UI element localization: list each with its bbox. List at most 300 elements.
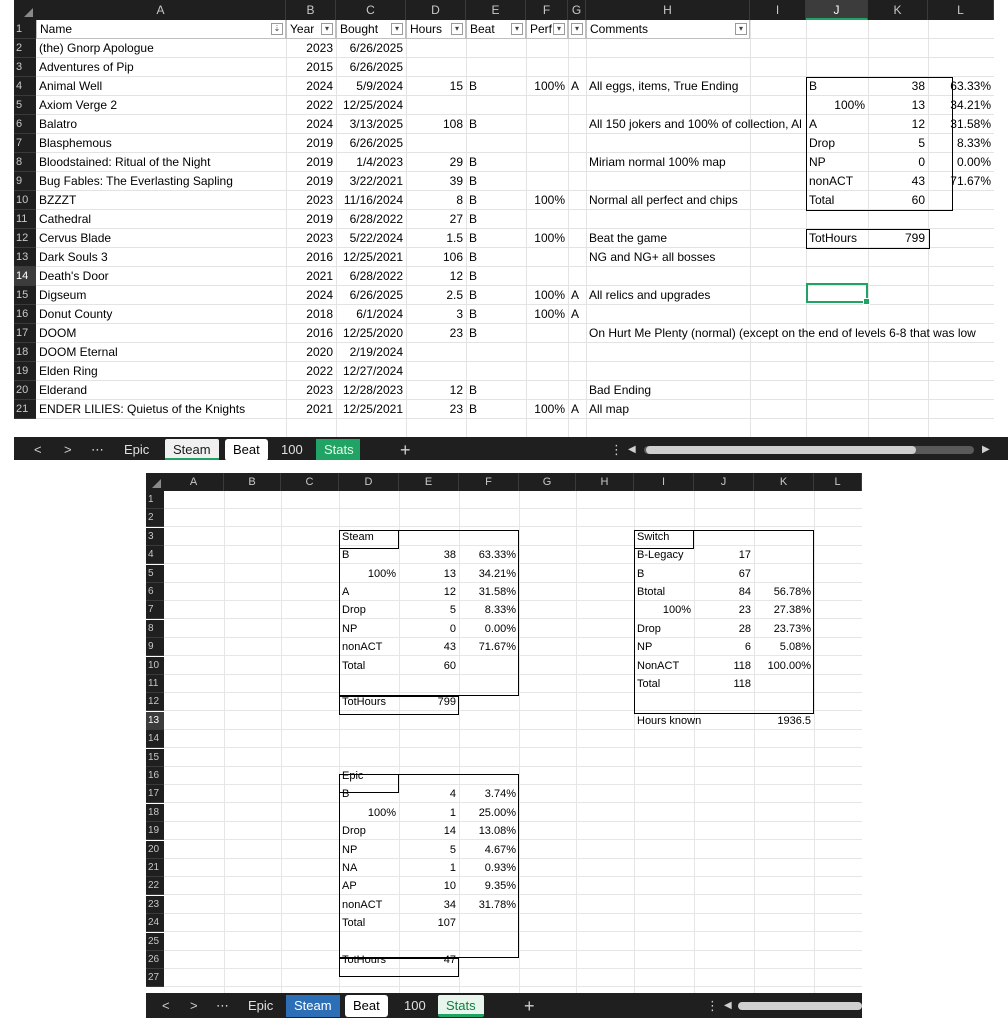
steam-percent-cell[interactable]: 31.58% bbox=[478, 586, 516, 598]
scroll-tabs-right-icon[interactable]: > bbox=[64, 442, 72, 457]
epic-label-cell[interactable]: nonACT bbox=[342, 898, 383, 911]
perf-cell[interactable] bbox=[526, 96, 568, 115]
row-header[interactable]: 1 bbox=[14, 20, 36, 39]
column-header-k[interactable]: K bbox=[754, 473, 814, 491]
hours-cell[interactable]: 23 bbox=[449, 326, 463, 340]
row-header[interactable]: 14 bbox=[146, 730, 164, 748]
steam-value-cell[interactable]: 43 bbox=[443, 641, 456, 654]
game-name-cell[interactable]: Dark Souls 3 bbox=[39, 250, 108, 264]
filter-dropdown-icon[interactable]: ▾ bbox=[735, 23, 747, 35]
comments-cell[interactable]: Beat the game bbox=[589, 231, 668, 245]
row-header[interactable]: 3 bbox=[14, 58, 36, 77]
perf-cell[interactable] bbox=[526, 134, 568, 153]
switch-label-cell[interactable]: NP bbox=[637, 641, 653, 654]
steam-percent-cell[interactable]: 8.33% bbox=[484, 604, 516, 617]
comments-cell[interactable] bbox=[586, 134, 750, 153]
switch-percent-cell[interactable]: 27.38% bbox=[773, 604, 811, 617]
beat-cell[interactable]: B bbox=[469, 326, 478, 340]
column-header-d[interactable]: D bbox=[339, 473, 399, 491]
year-cell[interactable]: 2024 bbox=[306, 79, 333, 93]
beat-cell[interactable] bbox=[466, 362, 526, 381]
tab-beat[interactable]: Beat bbox=[345, 995, 388, 1017]
steam-label-cell[interactable]: A bbox=[342, 586, 350, 598]
switch-label-cell[interactable]: B-Legacy bbox=[637, 549, 684, 562]
row-header[interactable]: 21 bbox=[146, 859, 164, 877]
bought-date-cell[interactable]: 11/16/2024 bbox=[343, 193, 403, 207]
year-cell[interactable]: 2021 bbox=[306, 402, 333, 416]
scroll-tabs-left-icon[interactable]: < bbox=[162, 998, 170, 1013]
game-name-cell[interactable]: Blasphemous bbox=[39, 136, 112, 150]
bought-date-cell[interactable]: 6/26/2025 bbox=[349, 41, 403, 55]
steam-percent-cell[interactable]: 71.67% bbox=[478, 641, 516, 654]
bought-date-cell[interactable]: 3/22/2021 bbox=[349, 174, 403, 188]
bought-date-cell[interactable]: 6/26/2025 bbox=[349, 60, 403, 74]
steam-tothours-label[interactable]: TotHours bbox=[342, 696, 387, 709]
switch-percent-cell[interactable] bbox=[754, 675, 814, 693]
filter-dropdown-icon[interactable]: ▾ bbox=[391, 23, 403, 35]
epic-value-cell[interactable]: 107 bbox=[437, 917, 456, 930]
beat-cell[interactable]: B bbox=[469, 269, 478, 283]
perf-cell[interactable] bbox=[526, 324, 568, 343]
stat-label-cell[interactable]: B bbox=[809, 79, 818, 93]
switch-percent-cell[interactable] bbox=[754, 565, 814, 583]
stat-percent-cell[interactable]: 63.33% bbox=[950, 79, 991, 93]
hours-cell[interactable]: 2.5 bbox=[446, 288, 463, 302]
tab-steam[interactable]: Steam bbox=[286, 995, 340, 1017]
steam-percent-cell[interactable] bbox=[459, 657, 519, 675]
steam-value-cell[interactable]: 13 bbox=[443, 567, 456, 580]
row-header[interactable]: 25 bbox=[146, 933, 164, 951]
grade-cell[interactable] bbox=[568, 96, 586, 115]
switch-label-cell[interactable]: 100% bbox=[662, 604, 691, 617]
hours-cell[interactable]: 8 bbox=[456, 193, 463, 207]
row-header[interactable]: 16 bbox=[146, 767, 164, 785]
year-cell[interactable]: 2023 bbox=[306, 383, 333, 397]
tab-epic[interactable]: Epic bbox=[248, 998, 274, 1013]
switch-title-cell[interactable]: Switch bbox=[637, 530, 670, 543]
grade-cell[interactable] bbox=[568, 229, 586, 248]
bought-date-cell[interactable]: 12/25/2021 bbox=[342, 250, 403, 264]
game-name-cell[interactable]: Balatro bbox=[39, 117, 78, 131]
bought-date-cell[interactable]: 5/22/2024 bbox=[349, 231, 403, 245]
bought-date-cell[interactable]: 6/28/2022 bbox=[349, 212, 403, 226]
stat-label-cell[interactable]: nonACT bbox=[809, 174, 854, 188]
beat-cell[interactable]: B bbox=[469, 383, 478, 397]
game-name-cell[interactable]: Elden Ring bbox=[39, 364, 98, 378]
tab-steam[interactable]: Steam bbox=[165, 439, 219, 460]
epic-value-cell[interactable]: 14 bbox=[443, 825, 456, 838]
beat-cell[interactable]: B bbox=[469, 212, 478, 226]
steam-percent-cell[interactable]: 34.21% bbox=[478, 567, 516, 580]
year-cell[interactable]: 2023 bbox=[306, 41, 333, 55]
column-header-c[interactable]: C bbox=[281, 473, 339, 491]
row-header[interactable]: 3 bbox=[146, 528, 164, 546]
grade-cell[interactable] bbox=[568, 191, 586, 210]
comments-cell[interactable] bbox=[586, 210, 750, 229]
row-header[interactable]: 5 bbox=[146, 565, 164, 583]
row-header[interactable]: 9 bbox=[14, 172, 36, 191]
year-cell[interactable]: 2024 bbox=[306, 117, 333, 131]
stat-value-cell[interactable]: 0 bbox=[918, 155, 925, 169]
perf-cell[interactable]: 100% bbox=[534, 79, 565, 93]
comments-cell[interactable]: All 150 jokers and 100% of collection, Al bbox=[589, 117, 802, 131]
switch-value-cell[interactable]: 17 bbox=[738, 549, 751, 562]
add-sheet-icon[interactable]: + bbox=[524, 996, 535, 1016]
grade-cell[interactable]: A bbox=[571, 79, 580, 93]
row-header[interactable]: 8 bbox=[14, 153, 36, 172]
switch-percent-cell[interactable]: 5.08% bbox=[779, 641, 811, 654]
steam-value-cell[interactable]: 0 bbox=[449, 622, 456, 635]
perf-cell[interactable] bbox=[526, 115, 568, 134]
game-name-cell[interactable]: Cervus Blade bbox=[39, 231, 112, 245]
switch-label-cell[interactable]: B bbox=[637, 567, 645, 580]
beat-cell[interactable] bbox=[466, 96, 526, 115]
row-header[interactable]: 12 bbox=[146, 693, 164, 711]
grade-cell[interactable]: A bbox=[571, 402, 580, 416]
game-name-cell[interactable]: DOOM bbox=[39, 326, 77, 340]
beat-cell[interactable]: B bbox=[469, 174, 478, 188]
stat-label-cell[interactable]: NP bbox=[809, 155, 826, 169]
row-header[interactable]: 8 bbox=[146, 620, 164, 638]
row-header[interactable]: 7 bbox=[14, 134, 36, 153]
row-header[interactable]: 13 bbox=[14, 248, 36, 267]
switch-value-cell[interactable]: 118 bbox=[733, 678, 751, 690]
column-header-h[interactable]: H bbox=[576, 473, 634, 491]
switch-value-cell[interactable]: 67 bbox=[738, 567, 751, 580]
bought-date-cell[interactable]: 6/28/2022 bbox=[349, 269, 403, 283]
hours-cell[interactable] bbox=[406, 343, 466, 362]
year-cell[interactable]: 2019 bbox=[306, 212, 333, 226]
tab-beat[interactable]: Beat bbox=[225, 439, 268, 460]
epic-percent-cell[interactable] bbox=[459, 914, 519, 932]
row-header[interactable]: 11 bbox=[146, 675, 164, 693]
row-header[interactable]: 2 bbox=[14, 39, 36, 58]
row-header[interactable]: 19 bbox=[146, 822, 164, 840]
hours-cell[interactable]: 29 bbox=[449, 155, 463, 169]
beat-cell[interactable]: B bbox=[469, 79, 478, 93]
game-name-cell[interactable]: Elderand bbox=[39, 383, 88, 397]
row-header[interactable]: 12 bbox=[14, 229, 36, 248]
select-all-corner[interactable] bbox=[146, 473, 164, 491]
row-header[interactable]: 23 bbox=[146, 896, 164, 914]
column-header-c[interactable]: C bbox=[336, 0, 406, 20]
perf-cell[interactable] bbox=[526, 39, 568, 58]
perf-cell[interactable] bbox=[526, 172, 568, 191]
beat-cell[interactable]: B bbox=[469, 250, 478, 264]
column-header-b[interactable]: B bbox=[286, 0, 336, 20]
perf-cell[interactable]: 100% bbox=[534, 307, 565, 321]
beat-cell[interactable]: B bbox=[469, 307, 478, 321]
stat-label-cell[interactable]: Total bbox=[809, 193, 835, 207]
perf-cell[interactable] bbox=[526, 362, 568, 381]
bought-date-cell[interactable]: 6/1/2024 bbox=[356, 307, 403, 321]
row-header[interactable]: 24 bbox=[146, 914, 164, 932]
game-name-cell[interactable]: Death's Door bbox=[39, 269, 109, 283]
year-cell[interactable]: 2019 bbox=[306, 136, 333, 150]
switch-label-cell[interactable]: Total bbox=[637, 678, 661, 690]
switch-value-cell[interactable]: 28 bbox=[738, 622, 751, 635]
stat-label-cell[interactable]: Drop bbox=[809, 136, 836, 150]
steam-label-cell[interactable]: Drop bbox=[342, 604, 366, 617]
grade-cell[interactable] bbox=[568, 172, 586, 191]
bought-date-cell[interactable]: 12/25/2020 bbox=[342, 326, 403, 340]
switch-label-cell[interactable]: NonACT bbox=[637, 659, 680, 672]
hours-cell[interactable] bbox=[406, 96, 466, 115]
column-header-h[interactable]: H bbox=[586, 0, 750, 20]
game-name-cell[interactable]: Donut County bbox=[39, 307, 113, 321]
grade-cell[interactable]: A bbox=[571, 288, 580, 302]
bought-date-cell[interactable]: 12/25/2024 bbox=[342, 98, 403, 112]
hours-cell[interactable]: 3 bbox=[456, 307, 463, 321]
bought-date-cell[interactable]: 1/4/2023 bbox=[356, 155, 403, 169]
column-header-j[interactable]: J bbox=[806, 0, 868, 20]
grade-cell[interactable] bbox=[568, 210, 586, 229]
steam-value-cell[interactable]: 60 bbox=[443, 659, 456, 672]
steam-label-cell[interactable]: nonACT bbox=[342, 641, 383, 654]
switch-hours-value[interactable]: 1936.5 bbox=[777, 714, 811, 727]
tabbar-options-icon[interactable]: ⋮ bbox=[706, 998, 719, 1013]
stat-percent-cell[interactable]: 34.21% bbox=[950, 98, 991, 112]
tothours-label-cell[interactable]: TotHours bbox=[809, 231, 858, 245]
tab-stats[interactable]: Stats bbox=[316, 439, 360, 460]
tabbar-options-icon[interactable]: ⋮ bbox=[610, 442, 623, 457]
comments-cell[interactable] bbox=[586, 267, 750, 286]
more-tabs-icon[interactable]: ⋯ bbox=[91, 442, 104, 457]
column-header-i[interactable]: I bbox=[634, 473, 694, 491]
comments-cell[interactable]: Miriam normal 100% map bbox=[589, 155, 726, 169]
perf-cell[interactable] bbox=[526, 343, 568, 362]
row-header[interactable]: 11 bbox=[14, 210, 36, 229]
hours-cell[interactable]: 27 bbox=[449, 212, 463, 226]
year-cell[interactable]: 2024 bbox=[306, 288, 333, 302]
filter-dropdown-icon[interactable]: ▾ bbox=[553, 23, 565, 35]
horizontal-scrollbar-thumb[interactable] bbox=[646, 446, 916, 454]
grade-cell[interactable] bbox=[568, 381, 586, 400]
steam-label-cell[interactable]: Total bbox=[342, 659, 366, 672]
add-sheet-icon[interactable]: + bbox=[400, 440, 411, 460]
scroll-tabs-left-icon[interactable]: < bbox=[34, 442, 42, 457]
stat-value-cell[interactable]: 38 bbox=[911, 79, 925, 93]
row-header[interactable]: 5 bbox=[14, 96, 36, 115]
column-header-l[interactable]: L bbox=[814, 473, 862, 491]
grade-cell[interactable] bbox=[568, 134, 586, 153]
game-name-cell[interactable]: Digseum bbox=[39, 288, 87, 302]
game-name-cell[interactable]: Cathedral bbox=[39, 212, 92, 226]
year-cell[interactable]: 2022 bbox=[306, 364, 333, 378]
steam-title-cell[interactable]: Steam bbox=[342, 530, 374, 543]
comments-cell[interactable]: All eggs, items, True Ending bbox=[589, 79, 739, 93]
select-all-corner[interactable] bbox=[14, 0, 36, 20]
switch-hours-label[interactable]: Hours known bbox=[637, 714, 702, 727]
filter-dropdown-icon[interactable]: ▾ bbox=[571, 23, 583, 35]
row-header[interactable]: 18 bbox=[146, 804, 164, 822]
hours-cell[interactable]: 106 bbox=[442, 250, 463, 264]
year-cell[interactable]: 2022 bbox=[306, 98, 333, 112]
switch-value-cell[interactable]: 6 bbox=[744, 641, 751, 654]
comments-cell[interactable] bbox=[586, 305, 750, 324]
grade-cell[interactable] bbox=[568, 39, 586, 58]
hours-cell[interactable]: 39 bbox=[449, 174, 463, 188]
game-name-cell[interactable]: DOOM Eternal bbox=[39, 345, 118, 359]
row-header[interactable]: 6 bbox=[14, 115, 36, 134]
column-header-g[interactable]: G bbox=[519, 473, 576, 491]
scroll-right-arrow-icon[interactable]: ▶ bbox=[982, 444, 990, 455]
epic-tothours-label[interactable]: TotHours bbox=[342, 954, 387, 966]
tab-epic[interactable]: Epic bbox=[124, 442, 150, 457]
row-header[interactable]: 15 bbox=[146, 749, 164, 767]
comments-cell[interactable]: All relics and upgrades bbox=[589, 288, 711, 302]
year-cell[interactable]: 2023 bbox=[306, 193, 333, 207]
bought-date-cell[interactable]: 5/9/2024 bbox=[356, 79, 403, 93]
game-name-cell[interactable]: Animal Well bbox=[39, 79, 103, 93]
perf-cell[interactable]: 100% bbox=[534, 288, 565, 302]
column-header-l[interactable]: L bbox=[928, 0, 994, 20]
perf-cell[interactable]: 100% bbox=[534, 402, 565, 416]
row-header[interactable]: 20 bbox=[14, 381, 36, 400]
row-header[interactable]: 18 bbox=[14, 343, 36, 362]
epic-label-cell[interactable]: NA bbox=[342, 862, 358, 874]
row-header[interactable]: 21 bbox=[14, 400, 36, 419]
row-header[interactable]: 6 bbox=[146, 583, 164, 601]
comments-cell[interactable] bbox=[586, 343, 750, 362]
epic-value-cell[interactable]: 1 bbox=[449, 806, 456, 819]
year-cell[interactable]: 2020 bbox=[306, 345, 333, 359]
perf-cell[interactable]: 100% bbox=[534, 193, 565, 207]
column-header-g[interactable]: G bbox=[568, 0, 586, 20]
epic-percent-cell[interactable]: 3.74% bbox=[484, 788, 516, 801]
epic-percent-cell[interactable]: 0.93% bbox=[484, 862, 516, 874]
beat-cell[interactable]: B bbox=[469, 193, 478, 207]
perf-cell[interactable] bbox=[526, 248, 568, 267]
epic-percent-cell[interactable]: 31.78% bbox=[478, 898, 516, 911]
game-name-cell[interactable]: Axiom Verge 2 bbox=[39, 98, 118, 112]
bought-date-cell[interactable]: 6/26/2025 bbox=[349, 288, 403, 302]
column-header-b[interactable]: B bbox=[224, 473, 281, 491]
comments-cell[interactable]: Normal all perfect and chips bbox=[589, 193, 738, 207]
selected-cell[interactable] bbox=[806, 283, 868, 303]
year-cell[interactable]: 2023 bbox=[306, 231, 333, 245]
column-header-i[interactable]: I bbox=[750, 0, 806, 20]
bought-date-cell[interactable]: 12/28/2023 bbox=[342, 383, 403, 397]
grade-cell[interactable] bbox=[568, 153, 586, 172]
stat-percent-cell[interactable]: 8.33% bbox=[956, 136, 991, 150]
epic-label-cell[interactable]: AP bbox=[342, 880, 357, 893]
switch-percent-cell[interactable]: 23.73% bbox=[773, 622, 811, 635]
year-cell[interactable]: 2016 bbox=[306, 326, 333, 340]
epic-value-cell[interactable]: 34 bbox=[443, 898, 456, 911]
sort-filter-icon[interactable]: ⇣ bbox=[271, 23, 283, 35]
grade-cell[interactable] bbox=[568, 248, 586, 267]
switch-percent-cell[interactable]: 100.00% bbox=[767, 659, 811, 672]
epic-value-cell[interactable]: 10 bbox=[443, 880, 456, 893]
bought-date-cell[interactable]: 6/26/2025 bbox=[349, 136, 403, 150]
beat-cell[interactable] bbox=[466, 39, 526, 58]
column-header-k[interactable]: K bbox=[868, 0, 928, 20]
row-header[interactable]: 26 bbox=[146, 951, 164, 969]
beat-cell[interactable] bbox=[466, 58, 526, 77]
beat-cell[interactable] bbox=[466, 343, 526, 362]
perf-cell[interactable]: 100% bbox=[534, 231, 565, 245]
row-header[interactable]: 17 bbox=[146, 785, 164, 803]
hours-cell[interactable] bbox=[406, 362, 466, 381]
steam-label-cell[interactable]: 100% bbox=[367, 567, 396, 580]
stat-percent-cell[interactable]: 31.58% bbox=[950, 117, 991, 131]
row-header[interactable]: 27 bbox=[146, 969, 164, 987]
tab-100[interactable]: 100 bbox=[281, 442, 303, 457]
game-name-cell[interactable]: (the) Gnorp Apologue bbox=[39, 41, 154, 55]
scroll-left-arrow-icon[interactable]: ◀ bbox=[628, 444, 636, 455]
steam-tothours-value[interactable]: 799 bbox=[437, 696, 456, 709]
column-header-f[interactable]: F bbox=[526, 0, 568, 20]
switch-label-cell[interactable]: Drop bbox=[637, 622, 661, 635]
stat-value-cell[interactable]: 12 bbox=[911, 117, 925, 131]
comments-cell[interactable]: All map bbox=[589, 402, 630, 416]
row-header[interactable]: 9 bbox=[146, 638, 164, 656]
row-header[interactable]: 20 bbox=[146, 841, 164, 859]
game-name-cell[interactable]: ENDER LILIES: Quietus of the Knights bbox=[39, 402, 246, 416]
row-header[interactable]: 14 bbox=[14, 267, 36, 286]
filter-dropdown-icon[interactable]: ▾ bbox=[511, 23, 523, 35]
row-header[interactable]: 7 bbox=[146, 601, 164, 619]
epic-label-cell[interactable]: Total bbox=[342, 917, 366, 930]
stat-value-cell[interactable]: 60 bbox=[911, 193, 925, 207]
stat-value-cell[interactable]: 43 bbox=[911, 174, 925, 188]
beat-cell[interactable]: B bbox=[469, 231, 478, 245]
switch-percent-cell[interactable] bbox=[754, 546, 814, 564]
epic-value-cell[interactable]: 5 bbox=[449, 843, 456, 856]
epic-percent-cell[interactable]: 4.67% bbox=[484, 843, 516, 856]
column-header-e[interactable]: E bbox=[399, 473, 459, 491]
steam-percent-cell[interactable]: 0.00% bbox=[484, 622, 516, 635]
epic-value-cell[interactable]: 4 bbox=[449, 788, 456, 801]
comments-cell[interactable] bbox=[586, 58, 750, 77]
stat-percent-cell[interactable] bbox=[928, 191, 994, 210]
perf-cell[interactable] bbox=[526, 153, 568, 172]
tothours-value-cell[interactable]: 799 bbox=[904, 231, 925, 245]
row-header[interactable]: 15 bbox=[14, 286, 36, 305]
row-header[interactable]: 2 bbox=[146, 509, 164, 527]
tab-100[interactable]: 100 bbox=[404, 998, 426, 1013]
scroll-left-arrow-icon[interactable]: ◀ bbox=[724, 1000, 732, 1011]
game-name-cell[interactable]: Bug Fables: The Everlasting Sapling bbox=[39, 174, 233, 188]
stat-label-cell[interactable]: 100% bbox=[834, 98, 865, 112]
beat-cell[interactable] bbox=[466, 134, 526, 153]
comments-cell[interactable]: Bad Ending bbox=[589, 383, 652, 397]
grade-cell[interactable] bbox=[568, 267, 586, 286]
hours-cell[interactable]: 12 bbox=[449, 269, 463, 283]
hours-cell[interactable] bbox=[406, 39, 466, 58]
year-cell[interactable]: 2019 bbox=[306, 155, 333, 169]
year-cell[interactable]: 2021 bbox=[306, 269, 333, 283]
scroll-tabs-right-icon[interactable]: > bbox=[190, 998, 198, 1013]
comments-cell[interactable] bbox=[586, 172, 750, 191]
bought-date-cell[interactable]: 12/25/2021 bbox=[342, 402, 403, 416]
beat-cell[interactable]: B bbox=[469, 288, 478, 302]
grade-cell[interactable] bbox=[568, 324, 586, 343]
steam-value-cell[interactable]: 12 bbox=[443, 586, 456, 598]
row-header[interactable]: 10 bbox=[146, 657, 164, 675]
tab-stats[interactable]: Stats bbox=[438, 995, 484, 1017]
column-header-e[interactable]: E bbox=[466, 0, 526, 20]
steam-label-cell[interactable]: B bbox=[342, 549, 350, 562]
year-cell[interactable]: 2016 bbox=[306, 250, 333, 264]
row-header[interactable]: 13 bbox=[146, 712, 164, 730]
more-tabs-icon[interactable]: ⋯ bbox=[216, 998, 229, 1013]
epic-value-cell[interactable]: 1 bbox=[449, 862, 456, 874]
horizontal-scrollbar-thumb[interactable] bbox=[738, 1002, 862, 1010]
epic-label-cell[interactable]: B bbox=[342, 788, 350, 801]
stat-percent-cell[interactable]: 71.67% bbox=[950, 174, 991, 188]
